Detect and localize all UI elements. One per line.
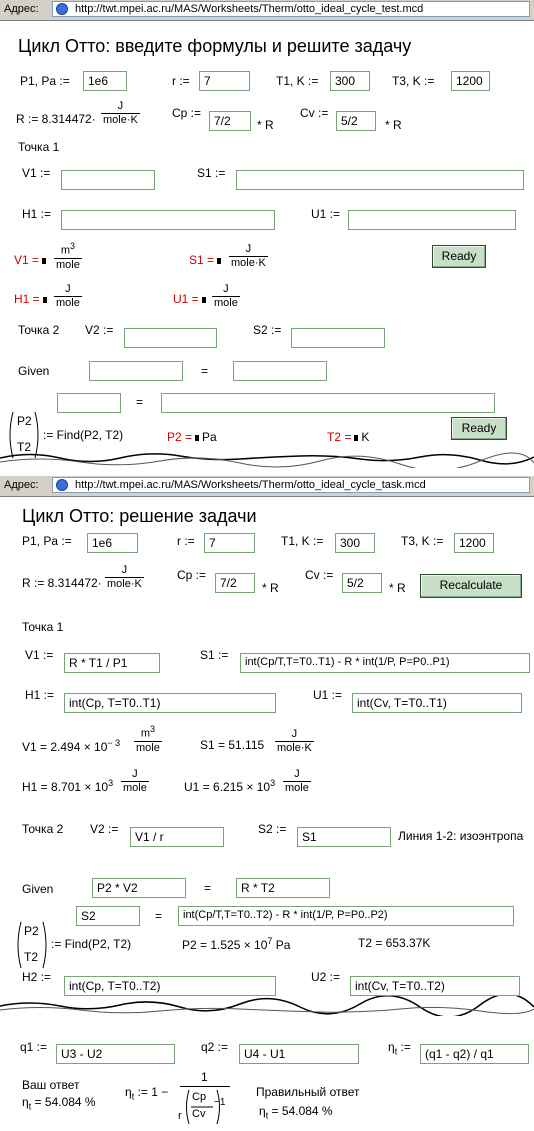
point1-label: Точка 1 [18,140,60,154]
given-lhs-input-2[interactable]: P2 * V2 [92,878,186,898]
equals-sign-4: = [155,909,163,923]
given2-lhs-input-2[interactable]: S2 [76,906,140,926]
s1-result-unit-2: J mole·K [277,728,312,754]
v1-result-2: $V1 = 2.494 \times 10^{- 3}$ [22,738,121,754]
url-field-2[interactable] [52,477,530,493]
page-title-2: Цикл Отто: решение задачи [22,506,257,526]
point1-label-2: Точка 1 [22,620,64,634]
p1-label-2: P1, Pa := [22,534,72,548]
s2-label-2: S2 := [258,822,287,836]
v1-label-2: V1 := [25,648,54,662]
u1-result-unit: J mole [214,283,238,309]
cv-input-2[interactable]: 5/2 [342,573,382,593]
ready-button-2[interactable]: Ready [451,417,507,440]
s1-input[interactable] [236,170,524,190]
address-label: Адрес: [4,3,39,15]
correct-answer-label: Правильный ответ [256,1085,360,1099]
given2-lhs-input[interactable] [57,393,121,413]
equals-sign-2: = [136,395,144,409]
p1-label: P1, Pa := [20,74,70,88]
find-expr-2: := Find(P2, T2) [51,937,132,951]
h1-label-2: H1 := [25,688,55,702]
ie-page-icon [56,479,68,491]
v1-result-unit: $m^3$ mole [56,241,80,271]
R-unit-2: J mole·K [107,564,142,590]
s1-label: S1 := [197,166,226,180]
t1-input[interactable]: 300 [330,71,370,91]
v2-label: V2 := [85,323,114,337]
address-label-2: Адрес: [4,479,39,491]
find-vector: P2 T2 [6,410,42,460]
t3-label: T3, K := [392,74,435,88]
cv-suffix-2: * R [389,581,406,595]
cp-suffix-2: * R [262,581,279,595]
cp-input[interactable]: 7/2 [209,111,251,131]
t1-label: T1, K := [276,74,319,88]
ie-page-icon [56,3,68,15]
url-text-2: http://twt.mpei.ac.ru/MAS/Worksheets/Therm/otto_ideal_cycle_task.mcd [75,479,426,491]
s1-result: S1 = [189,253,224,267]
t1-label-2: T1, K := [281,534,324,548]
cp-suffix: * R [257,118,274,132]
u1-result: U1 = [173,292,209,306]
v2-input-2[interactable]: V1 / r [130,827,224,847]
url-field[interactable] [52,1,530,17]
cv-suffix: * R [385,118,402,132]
u1-label: U1 := [311,207,341,221]
h1-result: H1 = [14,292,50,306]
p1-input-2[interactable]: 1e6 [87,533,138,553]
cp-label-2: Cp := [177,568,207,582]
R-label-2: R := 8.314472· [22,576,102,590]
s2-label: S2 := [253,323,282,337]
given-label: Given [18,364,50,378]
r-label: r := [172,74,190,88]
t2-result-2: T2 = 653.37K [358,936,431,950]
p1-input[interactable]: 1e6 [83,71,127,91]
given2-rhs-input[interactable] [161,393,495,413]
eta-formula-label: $\eta_t$ := 1 − [125,1085,169,1102]
r-label-2: r := [177,534,195,548]
p2-result-2: $P2 = 1.525 \times 10^7$ Pa [182,936,291,952]
q1-label: q1 := [20,1040,48,1054]
recalculate-button[interactable]: Recalculate [420,574,522,598]
u1-result-2: $U1 = 6.215 \times 10^3$ [184,778,276,794]
address-bar-2 [0,476,534,497]
v2-label-2: V2 := [90,822,119,836]
your-answer-label: Ваш ответ [22,1078,80,1092]
url-text: http://twt.mpei.ac.ru/MAS/Worksheets/Therm/otto_ideal_cycle_test.mcd [75,3,424,15]
given-lhs-input[interactable] [89,361,183,381]
given-rhs-input[interactable] [233,361,327,381]
h2-label: H2 := [22,970,52,984]
s1-result-2: S1 = 51.115 [200,738,265,752]
r-input[interactable]: 7 [199,71,250,91]
your-eta: $\eta_t = 54.084$ % [22,1095,96,1112]
find-expr: := Find(P2, T2) [43,428,124,442]
v1-label: V1 := [22,166,51,180]
h1-input[interactable] [61,210,275,230]
cv-label: Cv := [300,106,329,120]
v1-result: V1 = [14,253,49,267]
v2-input[interactable] [124,328,217,348]
t3-input[interactable]: 1200 [451,71,490,91]
torn-edge-divider [0,448,534,468]
h2-input[interactable]: int(Cp, T=T0..T2) [64,976,276,996]
cv-input[interactable]: 5/2 [336,111,376,131]
u1-label-2: U1 := [313,688,343,702]
cp-input-2[interactable]: 7/2 [215,573,255,593]
u1-input[interactable] [348,210,516,230]
address-bar [0,0,534,21]
h1-result-unit: J mole [56,283,80,309]
v1-input-2[interactable]: R * T1 / P1 [64,653,160,673]
s1-label-2: S1 := [200,648,229,662]
t2-result: T2 = K [327,430,370,444]
torn-edge-divider-2 [0,996,534,1016]
equals-sign-3: = [204,881,212,895]
h1-label: H1 := [22,207,52,221]
u1-result-unit-2: J mole [285,768,309,794]
s2-input[interactable] [291,328,385,348]
r-input-2[interactable]: 7 [204,533,255,553]
t3-label-2: T3, K := [401,534,444,548]
u2-input[interactable]: int(Cv, T=T0..T2) [350,976,520,996]
ready-button-1[interactable]: Ready [432,245,486,268]
cp-label: Cp := [172,106,202,120]
s2-input-2[interactable]: S1 [297,827,391,847]
q2-label: q2 := [201,1040,229,1054]
given-rhs-input-2[interactable]: R * T2 [236,878,330,898]
v1-result-unit-2: $m^3$ mole [136,724,160,754]
h1-result-2: $H1 = 8.701 \times 10^3$ [22,778,114,794]
s1-input-2[interactable]: int(Cp/T,T=T0..T1) - R * int(1/P, P=P0..P1) [240,653,530,673]
find-vector-2: P2 T2 [14,920,50,970]
R-label: R := 8.314472· [16,112,96,126]
given2-rhs-input-2[interactable]: int(Cp/T,T=T0..T2) - R * int(1/P, P=P0..P2) [178,906,514,926]
h1-input-2[interactable]: int(Cp, T=T0..T1) [64,693,276,713]
line12-note: Линия 1-2: изоэнтропа [398,829,524,843]
given-label-2: Given [22,882,54,896]
point2-label: Точка 2 [18,323,60,337]
equals-sign: = [201,364,209,378]
eta-input[interactable]: (q1 - q2) / q1 [420,1044,529,1064]
page-title: Цикл Отто: введите формулы и решите задачу [18,36,412,56]
eta-label: $\eta_t$ := [388,1040,411,1057]
h1-result-unit-2: J mole [123,768,147,794]
v1-input[interactable] [61,170,155,190]
cv-label-2: Cv := [305,568,334,582]
point2-label-2: Точка 2 [22,822,64,836]
t1-input-2[interactable]: 300 [335,533,375,553]
correct-eta: $\eta_t = 54.084$ % [259,1104,333,1121]
q1-input[interactable]: U3 - U2 [56,1044,175,1064]
eta-formula: 1 r Cp Cv −1 [180,1070,234,1128]
u2-label: U2 := [311,970,341,984]
t3-input-2[interactable]: 1200 [454,533,494,553]
u1-input-2[interactable]: int(Cv, T=T0..T1) [352,693,522,713]
R-unit: J mole·K [103,100,138,126]
q2-input[interactable]: U4 - U1 [239,1044,359,1064]
s1-result-unit: J mole·K [231,243,266,269]
p2-result: P2 = Pa [167,430,217,444]
